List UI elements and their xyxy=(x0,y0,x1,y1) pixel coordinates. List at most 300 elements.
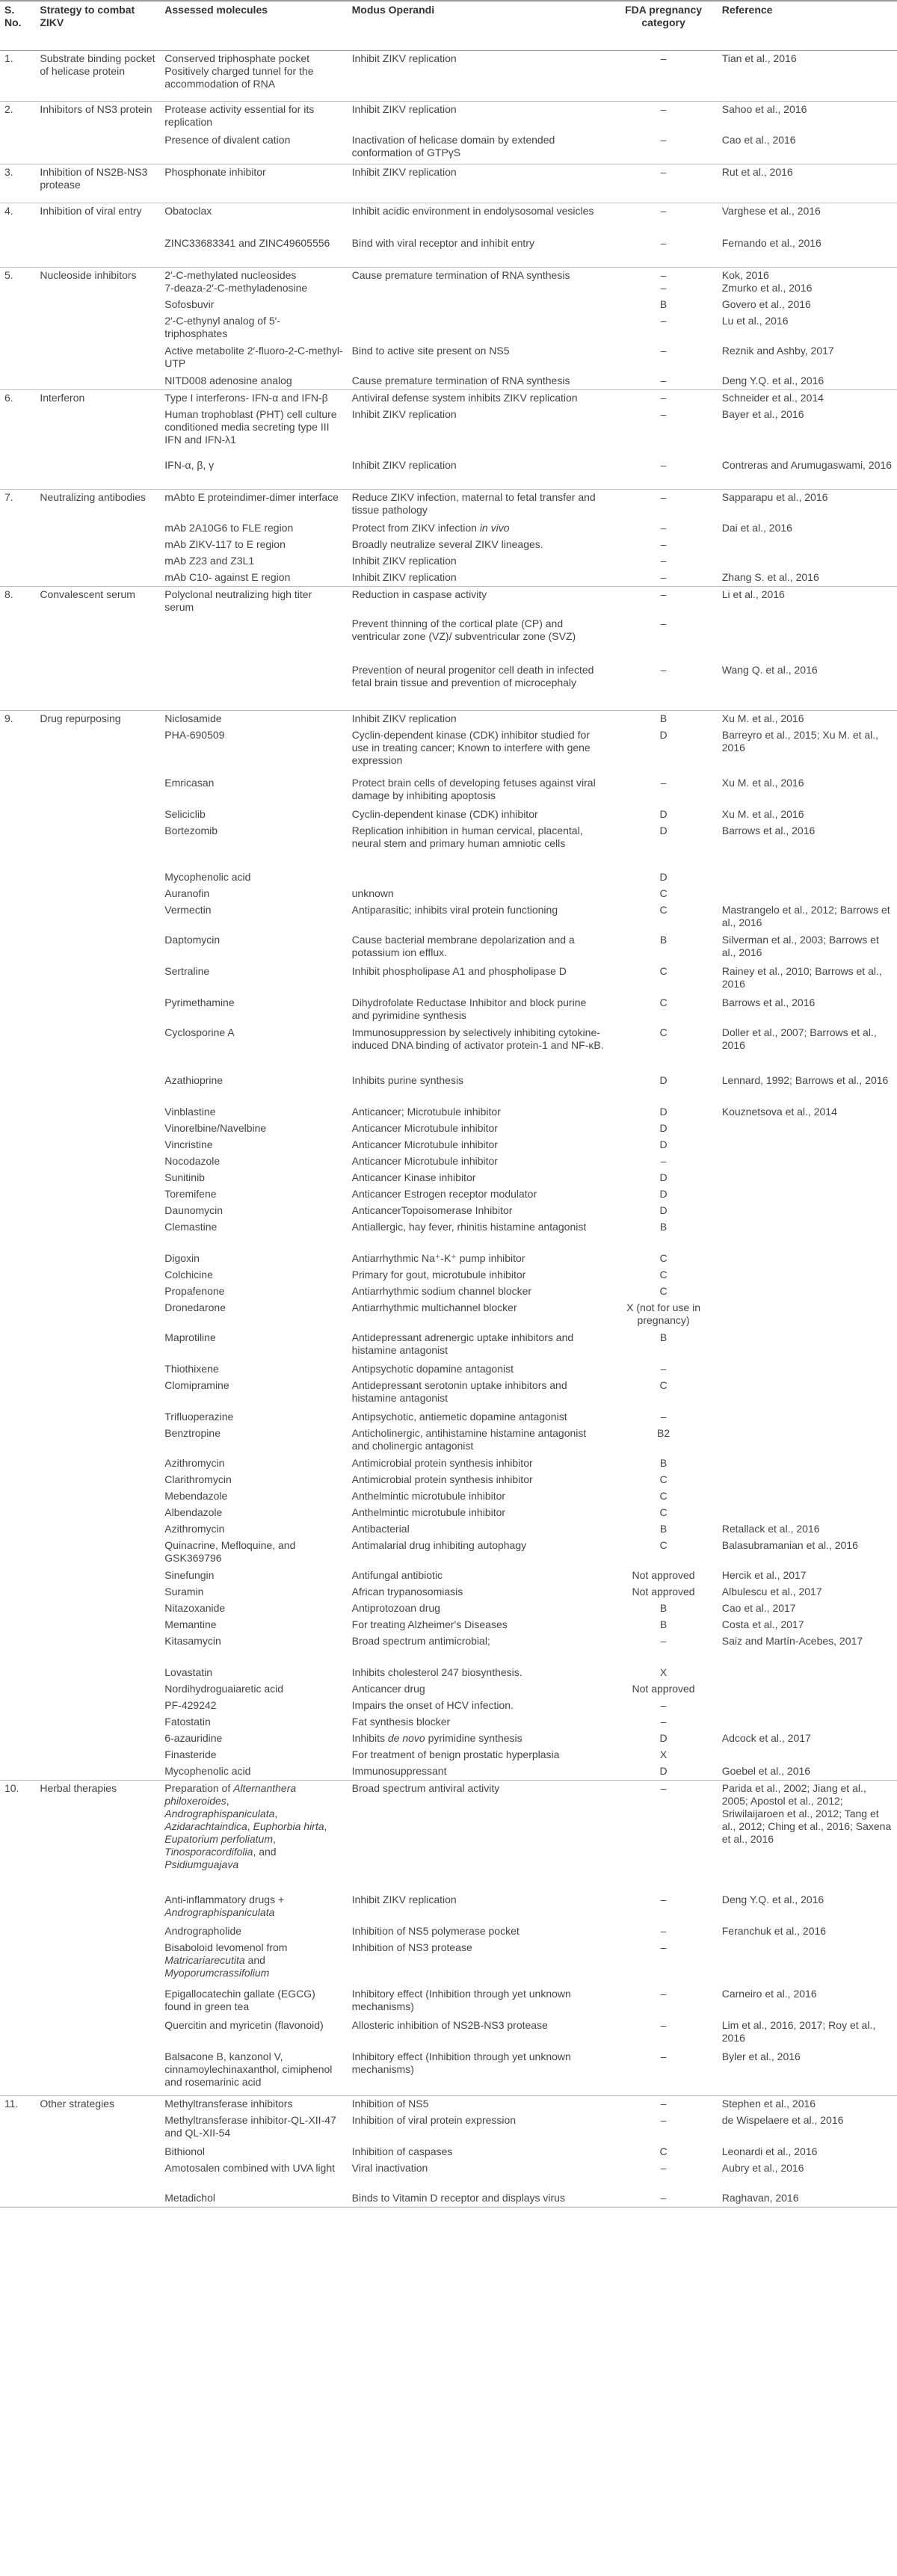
row-sno xyxy=(0,1219,35,1251)
row-modus: Fat synthesis blocker xyxy=(351,1715,451,1728)
row-sno xyxy=(0,823,35,869)
table-row xyxy=(0,1361,897,1378)
row-strategy xyxy=(35,1633,160,1665)
row-molecule: mAb 2A10G6 to FLE region xyxy=(164,522,294,534)
row-modus: Antiarrhythmic multichannel blocker xyxy=(351,1301,517,1313)
row-sno xyxy=(0,1940,35,1986)
row-modus: Anticancer Estrogen receptor modulator xyxy=(351,1187,537,1200)
row-strategy xyxy=(35,1203,160,1219)
row-sno: 1. xyxy=(0,50,35,101)
row-molecule: Digoxin xyxy=(164,1251,200,1264)
row-sno xyxy=(0,2160,35,2190)
table-row xyxy=(0,1584,897,1600)
table-row xyxy=(0,1538,897,1568)
row-molecule: Maprotiline xyxy=(164,1331,216,1343)
row-sno xyxy=(0,1330,35,1361)
row-modus: Impairs the onset of HCV infection. xyxy=(351,1698,514,1711)
row-reference xyxy=(718,1378,897,1409)
table-row xyxy=(0,1763,897,1781)
row-strategy xyxy=(35,995,160,1025)
row-modus: Inhibition of NS3 protease xyxy=(351,1941,472,1953)
table-row xyxy=(0,1731,897,1747)
table-row xyxy=(0,1698,897,1714)
row-sno xyxy=(0,1521,35,1538)
row-reference xyxy=(718,1267,897,1284)
row-sno xyxy=(0,537,35,553)
row-modus: Binds to Vitamin D receptor and displays virus xyxy=(348,2190,610,2207)
table-row xyxy=(0,932,897,964)
row-strategy xyxy=(35,1472,160,1488)
row-fda: X xyxy=(659,1666,668,1678)
row-modus: Inhibit ZIKV replication xyxy=(351,1894,457,1905)
row-modus: Anticancer Microtubule inhibitor xyxy=(351,1138,498,1150)
table-row xyxy=(0,2113,897,2144)
row-molecule: Daunomycin xyxy=(164,1204,224,1216)
row-molecule: Mycophenolic acid xyxy=(164,870,251,883)
row-reference: Contreras and Arumugaswami, 2016 xyxy=(721,459,892,471)
row-molecule: Toremifene xyxy=(164,1187,217,1200)
row-modus: Antiviral defense system inhibits ZIKV replication xyxy=(348,390,610,407)
table-row xyxy=(0,2049,897,2095)
row-strategy: Other strategies xyxy=(35,2095,160,2113)
row-sno xyxy=(0,1747,35,1763)
row-fda: – xyxy=(660,664,667,676)
row-modus: Dihydrofolate Reductase Inhibitor and block purine and pyrimidine synthesis xyxy=(351,996,587,1021)
row-fda: C xyxy=(659,1268,668,1281)
row-fda: C xyxy=(659,996,668,1008)
row-strategy xyxy=(35,1426,160,1455)
table-row xyxy=(0,902,897,932)
row-fda: X (not for use in pregnancy) xyxy=(626,1301,700,1326)
row-modus: Antiarrhythmic Na⁺-K⁺ pump inhibitor xyxy=(351,1251,525,1264)
row-strategy xyxy=(35,662,160,710)
row-modus: Allosteric inhibition of NS2B-NS3 protease xyxy=(351,2019,548,2031)
table-row xyxy=(0,1170,897,1186)
row-strategy xyxy=(35,1025,160,1073)
row-modus: Inhibit ZIKV replication xyxy=(351,555,457,567)
row-fda: – xyxy=(660,237,667,249)
row-reference xyxy=(718,1121,897,1137)
row-fda: C xyxy=(659,887,668,899)
table-row xyxy=(0,203,897,235)
row-modus: Inhibit ZIKV replication xyxy=(348,50,610,101)
row-reference xyxy=(718,1361,897,1378)
row-strategy xyxy=(35,1940,160,1986)
row-molecule: Thiothixene xyxy=(164,1362,219,1375)
header-row xyxy=(0,1,897,50)
row-modus: For treating Alzheimer's Diseases xyxy=(351,1618,508,1630)
row-reference: Lu et al., 2016 xyxy=(721,315,789,327)
row-strategy: Interferon xyxy=(35,390,160,407)
row-reference: Xu M. et al., 2016 xyxy=(718,710,897,727)
row-molecule: Balsacone B, kanzonol V, cinnamoylechinaxanthol, cimiphenol and rosemarinic acid xyxy=(164,2050,333,2088)
row-fda: – xyxy=(660,555,667,567)
table-row xyxy=(0,1104,897,1121)
row-reference: Albulescu et al., 2017 xyxy=(721,1585,822,1597)
row-modus: Viral inactivation xyxy=(351,2161,428,2174)
row-molecule: Azithromycin xyxy=(164,1522,225,1535)
row-modus: Cause premature termination of RNA synthesis xyxy=(348,267,610,297)
row-molecule: Active metabolite 2′-fluoro-2-C-methyl-UTP xyxy=(164,345,343,369)
row-sno xyxy=(0,343,35,373)
row-reference: de Wispelaere et al., 2016 xyxy=(721,2113,844,2126)
row-sno xyxy=(0,407,35,457)
table-row xyxy=(0,1121,897,1137)
table-row xyxy=(0,553,897,570)
row-sno: 8. xyxy=(0,587,35,617)
row-reference xyxy=(718,537,897,553)
row-fda: – xyxy=(609,2190,717,2207)
row-modus: Inhibition of NS5 xyxy=(348,2095,610,2113)
row-molecule: Finasteride xyxy=(164,1748,217,1760)
row-strategy xyxy=(35,886,160,902)
table-row xyxy=(0,2190,897,2207)
row-strategy xyxy=(35,1892,160,1923)
row-fda: D xyxy=(659,1138,668,1150)
row-strategy xyxy=(35,1747,160,1763)
table-row xyxy=(0,1568,897,1584)
row-reference xyxy=(718,1300,897,1330)
row-reference: Feranchuk et al., 2016 xyxy=(721,1925,827,1937)
row-molecule: Quercitin and myricetin (flavonoid) xyxy=(164,2019,324,2031)
row-reference xyxy=(718,1681,897,1698)
row-modus: Antidepressant serotonin uptake inhibitors and histamine antagonist xyxy=(351,1378,567,1404)
row-molecule: Trifluoperazine xyxy=(164,1410,234,1423)
row-reference: Rut et al., 2016 xyxy=(718,164,897,203)
row-modus: Anticholinergic, antihistamine histamine antagonist and cholinergic antagonist xyxy=(351,1426,587,1452)
row-molecule: Andrographolide xyxy=(164,1925,242,1937)
row-reference: Kouznetsova et al., 2014 xyxy=(721,1105,837,1118)
row-reference: Deng Y.Q. et al., 2016 xyxy=(721,375,824,386)
row-sno xyxy=(0,1892,35,1923)
row-reference: Reznik and Ashby, 2017 xyxy=(721,345,834,357)
row-molecule: Conserved triphosphate pocket Positively charged tunnel for the accommodation of RNA xyxy=(160,50,347,101)
row-reference: Varghese et al., 2016 xyxy=(718,203,897,235)
row-strategy xyxy=(35,2018,160,2049)
table-row xyxy=(0,662,897,710)
row-modus: Inhibitory effect (Inhibition through yet unknown mechanisms) xyxy=(351,1988,571,2012)
row-reference: Xu M. et al., 2016 xyxy=(721,807,804,820)
row-molecule: Cyclosporine A xyxy=(164,1026,235,1038)
row-molecule: Human trophoblast (PHT) cell culture conditioned media secreting type III IFN and IFN-λ1 xyxy=(164,408,337,446)
table-row xyxy=(0,710,897,727)
row-reference: Barreyro et al., 2015; Xu M. et al., 2016 xyxy=(721,728,879,754)
table-row xyxy=(0,869,897,886)
row-fda: – xyxy=(660,1362,667,1375)
row-modus: Prevention of neural progenitor cell death in infected fetal brain tissue and prevention of microcephaly xyxy=(351,664,594,688)
row-molecule: Daptomycin xyxy=(164,933,221,946)
row-strategy xyxy=(35,457,160,489)
row-molecule: IFN-α, β, γ xyxy=(164,459,215,471)
row-strategy: Drug repurposing xyxy=(35,710,160,727)
row-reference xyxy=(718,1251,897,1267)
row-sno xyxy=(0,297,35,313)
row-sno xyxy=(0,1731,35,1747)
row-reference xyxy=(718,1472,897,1488)
row-modus: Antimalarial drug inhibiting autophagy xyxy=(351,1538,527,1551)
row-fda: – xyxy=(660,1941,667,1953)
row-strategy xyxy=(35,807,160,823)
table-row xyxy=(0,373,897,390)
row-fda: D xyxy=(659,1204,668,1216)
row-sno xyxy=(0,1681,35,1698)
row-reference: Dai et al., 2016 xyxy=(721,522,792,534)
row-fda: D xyxy=(659,1187,668,1200)
table-row xyxy=(0,1409,897,1426)
row-modus: Broadly neutralize several ZIKV lineages. xyxy=(351,538,543,550)
table-row xyxy=(0,1472,897,1488)
table-row xyxy=(0,2095,897,2113)
row-molecule: Nitazoxanide xyxy=(164,1601,226,1614)
row-fda: Not approved xyxy=(632,1568,695,1581)
row-molecule: Quinacrine, Mefloquine, and GSK369796 xyxy=(164,1538,296,1564)
row-modus: Inhibitory effect (Inhibition through yet unknown mechanisms) xyxy=(351,2050,571,2075)
row-modus: Inhibit ZIKV replication xyxy=(348,164,610,203)
row-modus: Bind with viral receptor and inhibit entry xyxy=(351,237,534,249)
row-sno xyxy=(0,2144,35,2160)
table-row xyxy=(0,1714,897,1731)
row-fda: – xyxy=(660,1410,667,1423)
row-modus: AnticancerTopoisomerase Inhibitor xyxy=(351,1204,513,1216)
row-modus: Antimicrobial protein synthesis inhibitor xyxy=(351,1456,533,1469)
row-fda: D xyxy=(659,1073,668,1086)
row-fda: D xyxy=(659,1731,668,1744)
row-strategy xyxy=(35,1219,160,1251)
row-reference: Doller et al., 2007; Barrows et al., 2016 xyxy=(721,1026,877,1051)
row-strategy xyxy=(35,570,160,587)
row-fda: – xyxy=(609,164,717,203)
table-row xyxy=(0,297,897,313)
row-strategy xyxy=(35,2144,160,2160)
row-strategy xyxy=(35,1986,160,2018)
row-molecule: PF-429242 xyxy=(164,1698,217,1711)
table-row xyxy=(0,235,897,267)
row-strategy xyxy=(35,1153,160,1170)
row-sno: 3. xyxy=(0,164,35,203)
row-strategy xyxy=(35,343,160,373)
row-strategy: Inhibitors of NS3 protein xyxy=(35,101,160,132)
row-molecule: Obatoclax xyxy=(160,203,347,235)
header-molecules: Assessed molecules xyxy=(160,1,347,50)
row-molecule xyxy=(160,662,347,710)
row-modus: Broad spectrum antiviral activity xyxy=(348,1780,610,1892)
row-sno xyxy=(0,1121,35,1137)
row-reference xyxy=(718,869,897,886)
row-sno xyxy=(0,1137,35,1153)
row-modus: unknown xyxy=(351,887,394,899)
row-strategy xyxy=(35,537,160,553)
row-molecule: Anti-inflammatory drugs + Andrographispaniculata xyxy=(164,1894,285,1918)
row-strategy xyxy=(35,1137,160,1153)
row-strategy xyxy=(35,1073,160,1104)
row-reference xyxy=(718,1409,897,1426)
row-fda: C xyxy=(659,1251,668,1264)
row-fda: – xyxy=(660,345,667,357)
table-row xyxy=(0,2018,897,2049)
row-strategy xyxy=(35,1538,160,1568)
row-strategy xyxy=(35,1378,160,1409)
row-molecule: Propafenone xyxy=(164,1284,225,1297)
row-reference: Leonardi et al., 2016 xyxy=(721,2145,818,2157)
row-fda: – xyxy=(609,50,717,101)
row-sno xyxy=(0,1714,35,1731)
row-molecule: 2′-C-methylated nucleosides 7-deaza-2′-C-methyladenosine xyxy=(160,267,347,297)
table-row xyxy=(0,50,897,101)
row-sno xyxy=(0,616,35,662)
table-row xyxy=(0,1251,897,1267)
table-row xyxy=(0,1186,897,1203)
row-molecule: mAb C10- against E region xyxy=(164,571,291,583)
row-molecule: Niclosamide xyxy=(160,710,347,727)
row-reference xyxy=(718,1219,897,1251)
row-fda: – xyxy=(660,2019,667,2031)
row-strategy xyxy=(35,902,160,932)
table-row xyxy=(0,1780,897,1892)
row-sno xyxy=(0,1538,35,1568)
row-molecule: Mebendazole xyxy=(164,1489,228,1502)
row-fda: – xyxy=(660,2113,667,2126)
row-sno xyxy=(0,1203,35,1219)
row-reference: Adcock et al., 2017 xyxy=(721,1731,811,1744)
row-modus: Reduce ZIKV infection, maternal to fetal transfer and tissue pathology xyxy=(348,489,610,520)
table-row xyxy=(0,616,897,662)
table-row xyxy=(0,101,897,132)
row-modus: Protect from ZIKV infection in vivo xyxy=(351,522,510,534)
row-modus: Inhibits de novo pyrimidine synthesis xyxy=(351,1731,523,1744)
row-fda: – xyxy=(609,489,717,520)
row-modus: Antipsychotic, antiemetic dopamine antagonist xyxy=(351,1410,567,1423)
table-row xyxy=(0,390,897,407)
row-reference xyxy=(718,1714,897,1731)
row-molecule: Mycophenolic acid xyxy=(164,1764,251,1777)
row-fda: D xyxy=(659,1764,668,1777)
table-row xyxy=(0,1426,897,1455)
row-strategy xyxy=(35,407,160,457)
row-molecule: 2′-C-ethynyl analog of 5′-triphosphates xyxy=(164,315,280,339)
row-sno: 5. xyxy=(0,267,35,297)
row-molecule: Clarithromycin xyxy=(164,1473,232,1485)
row-modus: Anticancer Kinase inhibitor xyxy=(351,1171,476,1183)
row-sno xyxy=(0,1986,35,2018)
row-reference: Mastrangelo et al., 2012; Barrows et al., 2016 xyxy=(721,903,890,928)
table-row xyxy=(0,1153,897,1170)
row-reference: Balasubramanian et al., 2016 xyxy=(721,1538,858,1551)
row-sno xyxy=(0,2018,35,2049)
row-fda: X xyxy=(659,1748,668,1760)
table-row xyxy=(0,1203,897,1219)
row-sno xyxy=(0,1600,35,1617)
row-sno xyxy=(0,1361,35,1378)
row-molecule: Bithionol xyxy=(164,2145,205,2157)
row-reference xyxy=(718,1488,897,1505)
row-reference: Aubry et al., 2016 xyxy=(721,2161,804,2174)
row-molecule: PHA-690509 xyxy=(164,728,225,741)
table-row xyxy=(0,1455,897,1472)
row-molecule: mAb ZIKV-117 to E region xyxy=(164,538,286,550)
table-row xyxy=(0,407,897,457)
row-molecule: Presence of divalent cation xyxy=(164,134,291,146)
row-strategy: Nucleoside inhibitors xyxy=(35,267,160,297)
row-molecule: Sertraline xyxy=(164,964,210,977)
table-row xyxy=(0,1378,897,1409)
row-fda: D xyxy=(659,728,668,741)
row-strategy xyxy=(35,1665,160,1681)
row-molecule: Polyclonal neutralizing high titer serum xyxy=(160,587,347,617)
table-row xyxy=(0,1923,897,1940)
row-sno xyxy=(0,132,35,164)
row-reference xyxy=(718,553,897,570)
row-strategy xyxy=(35,1617,160,1633)
row-fda: – xyxy=(609,1780,717,1892)
row-strategy xyxy=(35,2113,160,2144)
row-sno: 6. xyxy=(0,390,35,407)
row-sno xyxy=(0,807,35,823)
row-strategy xyxy=(35,775,160,807)
row-sno xyxy=(0,1073,35,1104)
row-sno xyxy=(0,2190,35,2207)
row-molecule: Bortezomib xyxy=(164,824,218,836)
row-strategy xyxy=(35,616,160,662)
row-strategy xyxy=(35,520,160,537)
row-molecule: Fatostatin xyxy=(164,1715,211,1728)
row-reference xyxy=(718,1940,897,1986)
row-fda: C xyxy=(659,964,668,977)
row-sno xyxy=(0,1488,35,1505)
row-fda: – xyxy=(660,617,667,629)
row-fda: – xyxy=(609,203,717,235)
row-fda: C xyxy=(659,903,668,916)
row-sno xyxy=(0,902,35,932)
row-molecule: Type I interferons- IFN-α and IFN-β xyxy=(160,390,347,407)
row-reference: Goebel et al., 2016 xyxy=(721,1764,811,1777)
row-reference: Xu M. et al., 2016 xyxy=(721,776,804,789)
row-strategy xyxy=(35,1488,160,1505)
table-header xyxy=(0,1,897,50)
row-reference: Barrows et al., 2016 xyxy=(721,996,816,1008)
row-reference: Saiz and Martín-Acebes, 2017 xyxy=(721,1634,863,1647)
table-row xyxy=(0,1747,897,1763)
row-fda: – xyxy=(609,101,717,132)
row-reference: Bayer et al., 2016 xyxy=(721,408,804,420)
row-molecule: Clomipramine xyxy=(164,1378,229,1391)
row-strategy: Inhibition of viral entry xyxy=(35,203,160,235)
row-fda: – xyxy=(660,459,667,471)
row-reference xyxy=(718,1153,897,1170)
row-fda: D xyxy=(659,870,668,883)
row-reference: Tian et al., 2016 xyxy=(718,50,897,101)
row-reference xyxy=(718,886,897,902)
row-modus: Immunosuppression by selectively inhibiting cytokine-induced DNA binding of activator protein-1 and NF-κB. xyxy=(351,1026,604,1051)
row-reference: Li et al., 2016 xyxy=(718,587,897,617)
row-modus: Cause bacterial membrane depolarization and a potassium ion efflux. xyxy=(351,933,575,958)
row-strategy xyxy=(35,1698,160,1714)
row-sno xyxy=(0,1104,35,1121)
row-strategy: Herbal therapies xyxy=(35,1780,160,1892)
row-reference xyxy=(718,1170,897,1186)
table-row xyxy=(0,1073,897,1104)
table-row xyxy=(0,313,897,343)
row-modus: Anthelmintic microtubule inhibitor xyxy=(351,1489,506,1502)
row-modus: Inhibit acidic environment in endolysosomal vesicles xyxy=(348,203,610,235)
row-molecule: Colchicine xyxy=(164,1268,213,1281)
row-fda: C xyxy=(659,1538,668,1551)
row-sno xyxy=(0,886,35,902)
row-modus xyxy=(348,313,610,343)
table-row xyxy=(0,537,897,553)
row-strategy xyxy=(35,313,160,343)
row-sno xyxy=(0,775,35,807)
row-reference xyxy=(718,1505,897,1521)
